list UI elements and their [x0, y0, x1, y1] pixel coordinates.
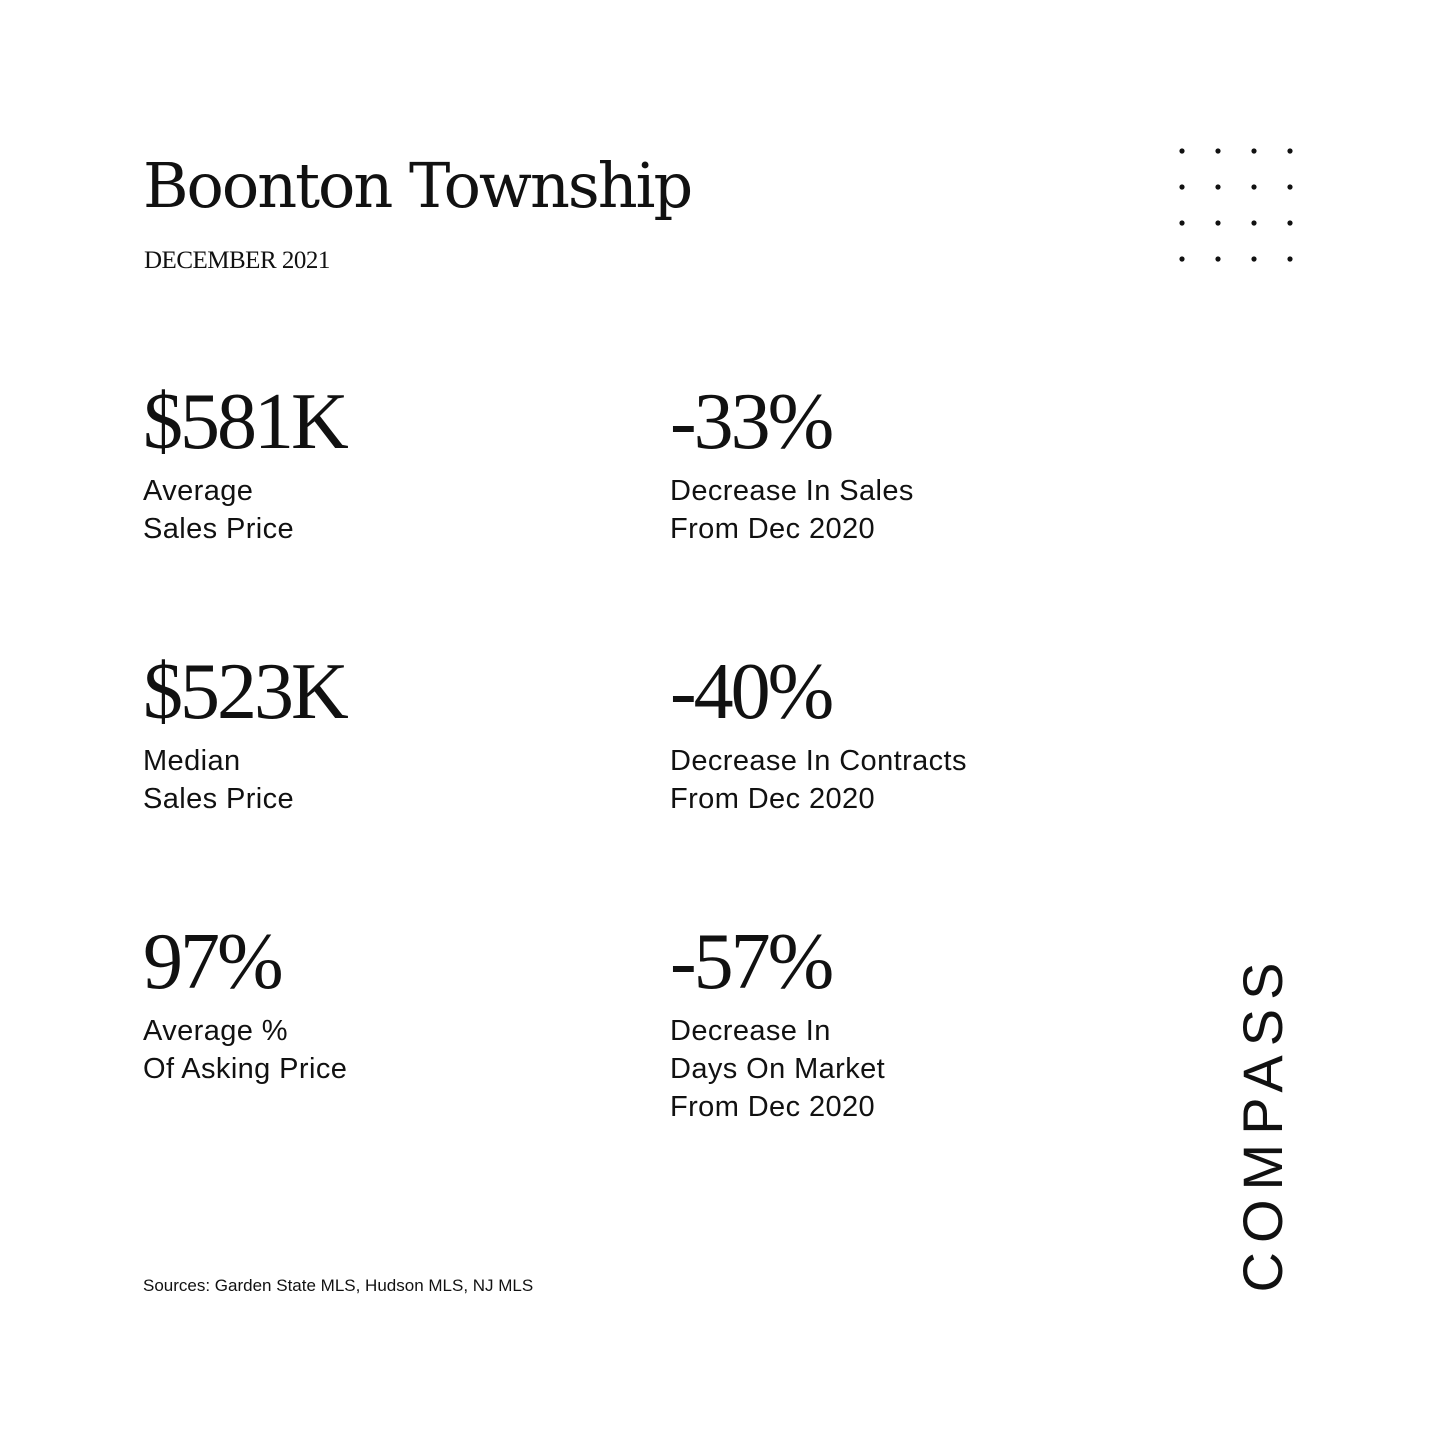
stat-label — [143, 742, 346, 818]
stat-value: -33% — [670, 378, 832, 466]
compass-logo — [1231, 952, 1294, 1294]
stat-label — [670, 742, 967, 818]
stat-label-line: Sales Price — [143, 513, 295, 545]
stat-median-sales-price — [143, 648, 346, 818]
stat-label-line: Decrease In Contracts — [670, 745, 967, 777]
stat-average-asking-price — [143, 918, 348, 1088]
stat-label-line: Decrease In — [670, 1015, 831, 1047]
dot-grid-icon — [1174, 144, 1298, 268]
page-title: Boonton Township — [143, 149, 692, 222]
stat-label-line: Sales Price — [143, 783, 295, 815]
stat-value: -57% — [670, 918, 832, 1006]
stat-label — [670, 1012, 885, 1126]
stat-value: -40% — [670, 648, 832, 736]
stat-value: 97% — [143, 918, 281, 1006]
stat-label — [143, 472, 346, 548]
stat-value: $523K — [143, 648, 346, 736]
stat-label-line: Days On Market — [670, 1053, 886, 1085]
stat-days-on-market-change — [670, 918, 886, 1126]
stat-label-line: Average % — [143, 1015, 288, 1047]
stat-label-line: From Dec 2020 — [670, 513, 876, 545]
stat-label-line: From Dec 2020 — [670, 1091, 876, 1123]
stat-sales-change — [670, 378, 914, 548]
stat-label-line: Average — [143, 475, 254, 507]
stat-average-sales-price — [143, 378, 346, 548]
stat-label — [143, 1012, 347, 1088]
report-date: DECEMBER 2021 — [144, 247, 330, 274]
stat-label-line: Median — [143, 745, 241, 777]
stat-label-line: Of Asking Price — [143, 1053, 348, 1085]
stat-label-line: Decrease In Sales — [670, 475, 914, 507]
stat-value: $581K — [143, 378, 346, 466]
stat-contracts-change — [670, 648, 967, 818]
stat-label-line: From Dec 2020 — [670, 783, 876, 815]
logo-text: COMPASS — [1231, 953, 1294, 1293]
sources-note: Sources: Garden State MLS, Hudson MLS, NJ MLS — [143, 1276, 534, 1295]
stat-label — [670, 472, 914, 548]
